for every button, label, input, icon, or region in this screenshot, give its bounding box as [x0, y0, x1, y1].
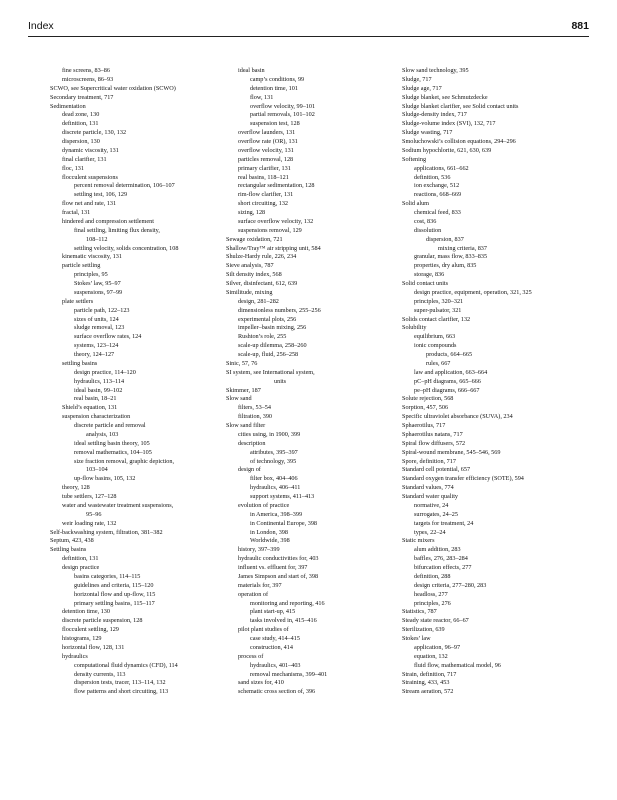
index-entry: Smoluchowski’s collision equations, 294–296	[402, 138, 516, 145]
index-entry: size fraction removal, graphic depiction,	[74, 457, 174, 465]
index-entry: James Simpson and start of, 398	[238, 572, 319, 580]
index-entry: theory, 128	[62, 484, 90, 492]
index-entry: Sinic, 57, 76	[226, 359, 258, 367]
index-entry: Sludge-density index, 717	[402, 111, 467, 119]
index-entry: tube settlers, 127–128	[62, 493, 117, 500]
index-entry: Sedimentation	[50, 102, 86, 110]
index-entry: suspensions, 97–99	[74, 288, 123, 296]
index-entry: Slow sand filter	[226, 422, 266, 429]
index-entry: influent vs. effluent for, 397	[238, 564, 308, 571]
index-entry: flocculent settling, 129	[62, 626, 119, 634]
index-entry: Rushton’s role, 255	[238, 333, 287, 341]
index-entry: final clarifier, 131	[62, 155, 107, 163]
index-entry: fine screens, 83–86	[62, 67, 110, 74]
index-entry: Sphaerotilus natans, 717	[402, 430, 463, 438]
index-entry: ideal settling basin theory, 105	[74, 439, 150, 447]
index-entry: Settling basins	[50, 546, 87, 554]
index-entry: Static mixers	[402, 537, 435, 545]
index-entry: weir loading rate, 132	[62, 519, 117, 527]
index-entry: density currents, 113	[74, 670, 126, 678]
index-entry: removal mechanisms, 399–401	[250, 670, 328, 678]
index-entry: storage, 836	[414, 271, 445, 279]
index-entry: ionic compounds	[414, 342, 457, 350]
index-entry: products, 664–665	[426, 351, 473, 358]
index-entry: primary settling basins, 115–117	[74, 599, 155, 607]
index-entry: history, 397–399	[238, 546, 280, 554]
index-entry: Similitude, mixing	[226, 288, 273, 296]
index-entry: scale-up, fluid, 256–258	[238, 351, 299, 358]
index-entry: Shulze-Hardy rule, 226, 234	[226, 253, 297, 261]
index-entry: types, 22–24	[414, 528, 446, 536]
index-entry: cities using, in 1900, 399	[238, 430, 301, 438]
index-entry: particle path, 122–123	[74, 306, 130, 314]
index-entry: sizing, 128	[238, 209, 266, 216]
index-entry: operation of	[238, 590, 269, 598]
index-entry: hydraulics, 406–411	[250, 484, 301, 492]
index-entry: 103–104	[86, 466, 108, 474]
index-entry: Solids contact clarifier, 132	[402, 315, 471, 323]
index-entry: evolution of practice	[238, 501, 290, 509]
index-entry: systems, 123–124	[74, 342, 119, 350]
index-entry: horizontal flow and up-flow, 115	[74, 590, 156, 598]
index-entry: dispersion, 130	[62, 138, 100, 145]
index-entry: Statistics, 787	[402, 608, 437, 616]
index-entry: design practice, 114–120	[74, 368, 136, 376]
index-entry: Sludge age, 717	[402, 84, 442, 92]
index-entry: rectangular sedimentation, 128	[238, 182, 315, 190]
index-entry: Standard values, 774	[402, 484, 454, 492]
index-entry: settling basins	[62, 359, 98, 367]
index-entry: principles, 95	[74, 271, 108, 279]
index-entry: in America, 398–399	[250, 510, 303, 518]
index-entry: Sieve analysis, 787	[226, 262, 274, 270]
index-entry: filtration, 390	[238, 413, 273, 421]
index-entry: discrete particle and removal	[74, 422, 146, 429]
index-entry: Standard water quality	[402, 493, 459, 500]
index-entry: guidelines and criteria, 115–120	[74, 581, 154, 589]
index-entry: Silt density index, 568	[226, 271, 282, 279]
index-entry: Spore, definition, 717	[402, 457, 456, 465]
index-entry: principles, 320–321	[414, 297, 464, 305]
index-entry: detention time, 101	[250, 84, 298, 92]
index-entry: schematic cross section of, 396	[238, 688, 316, 696]
index-entry: surrogates, 24–25	[414, 510, 458, 518]
index-entry: fluid flow, mathematical model, 96	[414, 661, 501, 669]
index-entry: camp’s conditions, 99	[250, 75, 305, 83]
index-entry: kinematic viscosity, 131	[62, 253, 122, 261]
index-entry: flow net and rate, 131	[62, 200, 117, 208]
index-entry: particles removal, 128	[238, 155, 294, 163]
index-entry: design practice, equipment, operation, 321, 325	[414, 288, 532, 296]
index-entry: overflow velocity, 99–101	[250, 102, 316, 110]
index-entry: settling test, 106, 129	[74, 191, 128, 199]
running-title: Index	[28, 20, 54, 32]
index-entry: Sphaerotilus, 717	[402, 422, 446, 429]
index-entry: Sludge blanket, see Schmutzdecke	[402, 93, 488, 101]
index-entry: sludge removal, 123	[74, 324, 125, 332]
index-entry: Sorption, 457, 506	[402, 404, 449, 412]
index-entry: chemical feed, 833	[414, 209, 461, 216]
index-entry: headloss, 277	[414, 590, 448, 598]
index-entry: Sewage oxidation, 721	[226, 235, 283, 243]
index-entry: overflow launders, 131	[238, 129, 296, 137]
index-entry: applications, 661–662	[414, 164, 469, 172]
index-entry: suspension test, 128	[250, 120, 300, 128]
index-entry: surface overflow rates, 124	[74, 333, 142, 341]
index-entry: materials for, 397	[238, 581, 282, 589]
index-entry: properties, dry alum, 835	[414, 262, 477, 270]
index-entry: Stokes’ law, 95–97	[74, 280, 121, 287]
index-entry: design of	[238, 466, 261, 474]
index-entry: basins categories, 114–115	[74, 572, 141, 580]
index-entry: Slow sand	[226, 395, 252, 403]
index-entry: floc, 131	[62, 164, 84, 172]
index-entry: overflow rate (OR), 131	[238, 138, 298, 145]
index-entry: definition, 131	[62, 120, 99, 128]
page-number: 881	[571, 20, 589, 32]
index-entry: principles, 276	[414, 599, 451, 607]
index-entry: Shield’s equation, 131	[62, 404, 118, 412]
index-entry: case study, 414–415	[250, 635, 300, 642]
index-entry: Sludge blanket clarifier, see Solid contact units	[402, 102, 519, 110]
index-entry: microscreens, 86–93	[62, 75, 114, 83]
index-entry: Worldwide, 398	[250, 537, 290, 545]
index-entry: equation, 132	[414, 652, 448, 660]
header-rule	[28, 36, 589, 37]
index-entry: Sludge, 717	[402, 75, 432, 83]
index-entry: Stokes’ law	[402, 635, 431, 642]
index-entry: Skimmer, 187	[226, 386, 261, 394]
index-entry: Silver, disinfectant, 612, 639	[226, 280, 298, 287]
index-entry: dissolution	[414, 226, 442, 234]
index-entry: experimental plots, 256	[238, 315, 297, 323]
index-entry: description	[238, 439, 266, 447]
index-entry: dead zone, 130	[62, 111, 100, 119]
index-entry: Self-backwashing system, filtration, 381–382	[50, 528, 163, 536]
index-entry: in Continental Europe, 398	[250, 519, 318, 527]
index-entry: overflow velocity, 131	[238, 146, 294, 154]
index-entry: rim-flow clarifier, 131	[238, 191, 294, 199]
index-entry: Sludge-volume index (SVI), 132, 717	[402, 120, 496, 128]
index-entry: Standard cell potential, 657	[402, 466, 471, 474]
index-column-3	[402, 67, 598, 697]
index-entry: equilibrium, 663	[414, 333, 456, 341]
index-entry: plate settlers	[62, 297, 94, 305]
index-entry: support systems, 411–413	[250, 493, 315, 500]
index-entry: flocculent suspensions	[62, 173, 118, 181]
index-entry: short circuiting, 132	[238, 200, 289, 208]
index-entry: settling velocity, solids concentration, 108	[74, 244, 179, 252]
index-entry: scale-up dilemma, 258–260	[238, 342, 307, 350]
index-entry: surface overflow velocity, 132	[238, 217, 314, 225]
index-entry: up-flow basins, 105, 132	[74, 475, 136, 483]
index-entry: Slow sand technology, 395	[402, 67, 469, 74]
index-entry: water and wastewater treatment suspensions,	[62, 501, 174, 509]
index-entry: fractal, 131	[62, 209, 91, 216]
index-entry: targets for treatment, 24	[414, 519, 474, 527]
index-entry: percent removal determination, 106–107	[74, 182, 175, 190]
index-entry: detention time, 130	[62, 608, 110, 616]
index-entry: hydraulic conductivities for, 403	[238, 555, 319, 563]
index-entry: mixing criteria, 837	[438, 244, 487, 252]
index-entry: sizes of units, 124	[74, 315, 119, 323]
page-header	[28, 20, 589, 34]
index-entry: definition, 131	[62, 555, 99, 563]
index-entry: primary clarifier, 131	[238, 164, 291, 172]
index-entry: suspensions removal, 129	[238, 226, 302, 234]
index-entry: of technology, 395	[250, 457, 297, 465]
index-entry: final settling, limiting flux density,	[74, 226, 160, 234]
index-entry: construction, 414	[250, 643, 293, 651]
index-entry: ion exchange, 512	[414, 182, 460, 190]
index-entry: 95–96	[86, 510, 102, 518]
index-entry: Solid contact units	[402, 280, 449, 287]
index-entry: real basins, 118–121	[238, 173, 289, 181]
index-entry: Septum, 423, 438	[50, 537, 94, 545]
index-entry: application, 96–97	[414, 643, 461, 651]
index-entry: histograms, 129	[62, 635, 102, 642]
index-entry: units	[274, 377, 287, 385]
index-entry: Solid alum	[402, 200, 429, 208]
index-entry: Sterilization, 639	[402, 626, 445, 634]
index-entry: Stream aeration, 572	[402, 688, 454, 696]
index-entry: dynamic viscosity, 131	[62, 146, 119, 154]
index-entry: impeller–basin mixing, 256	[238, 324, 307, 332]
index-entry: Sodium hypochlorite, 621, 630, 639	[402, 146, 492, 154]
index-entry: pilot plant studies of	[238, 626, 289, 634]
index-entry: flow patterns and short circuiting, 113	[74, 688, 169, 696]
index-entry: law and application, 663–664	[414, 368, 488, 376]
index-entry: analysis, 103	[86, 430, 119, 438]
index-entry: Sludge wasting, 717	[402, 129, 453, 137]
index-entry: definition, 288	[414, 572, 451, 580]
index-entry: Straining, 433, 453	[402, 679, 450, 687]
index-entry: horizontal flow, 128, 131	[62, 643, 125, 651]
index-entry: hindered and compression settlement	[62, 217, 154, 225]
index-entry: Strain, definition, 717	[402, 670, 457, 678]
index-entry: in London, 398	[250, 528, 288, 536]
index-entry: dispersion tests, tracer, 113–114, 132	[74, 679, 166, 687]
index-entry: hydraulics, 113–114	[74, 377, 125, 385]
index-entry: hydraulics, 401–403	[250, 661, 301, 669]
index-entry: process of	[238, 652, 264, 660]
index-entry: Softening	[402, 155, 427, 163]
index-entry: bifurcation effects, 277	[414, 564, 472, 571]
index-entry: Standard oxygen transfer efficiency (SOTE), 594	[402, 475, 524, 483]
index-entry: Shallow/Tray™ air stripping unit, 584	[226, 244, 321, 252]
index-entry: tasks involved in, 415–416	[250, 617, 317, 625]
index-entry: alum addition, 283	[414, 546, 461, 554]
index-entry: pe–pH diagrams, 666–667	[414, 386, 480, 394]
index-entry: Secondary treatment, 717	[50, 93, 114, 101]
index-entry: granular, mass flow, 833–835	[414, 253, 488, 261]
index-entry: cost, 836	[414, 217, 437, 225]
index-entry: dispersion, 837	[426, 235, 464, 243]
index-entry: real basin, 18–21	[74, 395, 117, 403]
index-entry: super-pulsator, 321	[414, 306, 462, 314]
index-entry: definition, 536	[414, 173, 451, 181]
index-entry: ideal basin	[238, 67, 265, 74]
index-entry: suspension characterization	[62, 413, 131, 421]
index-entry: particle settling	[62, 262, 101, 270]
index-entry: design criteria, 277–280, 283	[414, 581, 487, 589]
index-entry: Spiral-wound membrane, 545–546, 569	[402, 448, 501, 456]
index-entry: Specific ultraviolet absorbance (SUVA), 234	[402, 413, 513, 421]
index-entry: baffles, 276, 283–284	[414, 555, 468, 563]
index-entry: normative, 24	[414, 501, 449, 509]
index-entry: filters, 53–54	[238, 404, 271, 412]
index-entry: ideal basin, 99–102	[74, 386, 123, 394]
index-entry: design, 281–282	[238, 297, 279, 305]
index-entry: discrete particle suspension, 128	[62, 617, 143, 625]
index-column-2	[226, 67, 396, 697]
index-entry: SI system, see International system,	[226, 368, 315, 376]
index-column-1	[50, 67, 225, 697]
index-entry: hydraulics	[62, 652, 88, 660]
index-entry: Spiral flow diffusers, 572	[402, 439, 466, 447]
index-entry: pC–pH diagrams, 665–666	[414, 377, 481, 385]
index-entry: design practice	[62, 564, 100, 571]
index-entry: computational fluid dynamics (CFD), 114	[74, 661, 178, 669]
index-entry: removal mathematics, 104–105	[74, 448, 152, 456]
index-entry: reactions, 668–669	[414, 191, 462, 199]
index-entry: partial removals, 101–102	[250, 111, 315, 119]
index-entry: SCWO, see Supercritical water oxidation (SCWO)	[50, 84, 176, 92]
index-entry: Solubility	[402, 324, 427, 332]
index-entry: theory, 124–127	[74, 351, 115, 358]
index-entry: plant start-up, 415	[250, 608, 296, 616]
index-entry: attributes, 395–397	[250, 448, 298, 456]
index-entry: dimensionless numbers, 255–256	[238, 306, 321, 314]
index-entry: sand sizes for, 410	[238, 679, 284, 687]
index-entry: filter box, 404–406	[250, 475, 298, 483]
index-entry: flow, 131	[250, 93, 274, 101]
index-entry: rules, 667	[426, 359, 451, 367]
index-entry: Steady state reactor, 66–67	[402, 617, 469, 625]
index-entry: 108–112	[86, 235, 108, 243]
index-entry: monitoring and reporting, 416	[250, 599, 325, 607]
index-entry: Solute rejection, 568	[402, 395, 454, 403]
index-entry: discrete particle, 130, 132	[62, 129, 127, 137]
